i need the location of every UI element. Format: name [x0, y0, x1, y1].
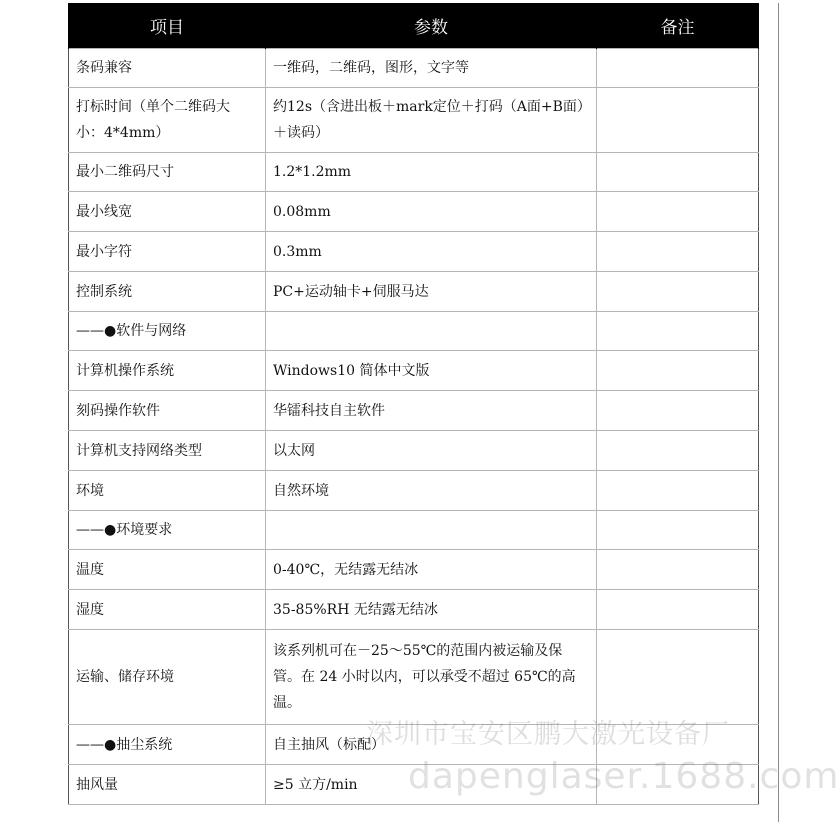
header-note: 备注	[597, 3, 759, 49]
cell-item: 最小字符	[69, 232, 266, 272]
cell-item: 计算机操作系统	[69, 351, 266, 391]
table-row	[69, 590, 759, 630]
cell-note	[597, 49, 759, 88]
cell-note	[597, 590, 759, 630]
cell-item: 温度	[69, 550, 266, 590]
table-row	[69, 391, 759, 431]
header-item: 项目	[69, 3, 266, 49]
cell-note	[597, 272, 759, 312]
table-row	[69, 312, 759, 351]
cell-note	[597, 232, 759, 272]
cell-item: 环境	[69, 471, 266, 511]
watermark-url: dapenglaser.1688.com	[408, 756, 839, 797]
spec-table	[68, 3, 759, 805]
cell-item: 湿度	[69, 590, 266, 630]
cell-note	[597, 192, 759, 232]
table-row	[69, 351, 759, 391]
cell-note	[597, 88, 759, 153]
cell-note	[597, 511, 759, 550]
cell-note	[597, 431, 759, 471]
table-row	[69, 431, 759, 471]
cell-param: 0-40℃，无结露无结冰	[266, 550, 597, 590]
cell-note	[597, 153, 759, 192]
table-row	[69, 153, 759, 192]
cell-item: 打标时间（单个二维码大小：4*4mm）	[69, 88, 266, 153]
cell-note	[597, 630, 759, 725]
cell-param: 一维码，二维码，图形，文字等	[266, 49, 597, 88]
cell-param: 自然环境	[266, 471, 597, 511]
cell-item: 计算机支持网络类型	[69, 431, 266, 471]
cell-item: 控制系统	[69, 272, 266, 312]
cell-item: 抽风量	[69, 765, 266, 805]
table-header	[69, 3, 759, 49]
cell-note	[597, 312, 759, 351]
cell-note	[597, 471, 759, 511]
cell-note	[597, 351, 759, 391]
cell-item: 最小线宽	[69, 192, 266, 232]
cell-param: 0.3mm	[266, 232, 597, 272]
cell-param: Windows10 简体中文版	[266, 351, 597, 391]
table-row	[69, 765, 759, 805]
table-row	[69, 192, 759, 232]
table-row	[69, 471, 759, 511]
cell-item: 条码兼容	[69, 49, 266, 88]
cell-param: 该系列机可在－25～55℃的范围内被运输及保管。在 24 小时以内，可以承受不超过 65℃的高温。	[266, 630, 597, 725]
table-row	[69, 232, 759, 272]
cell-param: 自主抽风（标配）	[266, 725, 597, 765]
header-param: 参数	[266, 3, 597, 49]
table-row	[69, 49, 759, 88]
cell-item: 最小二维码尺寸	[69, 153, 266, 192]
table-row	[69, 88, 759, 153]
cell-note	[597, 391, 759, 431]
cell-param	[266, 511, 597, 550]
table-row	[69, 630, 759, 725]
table-row	[69, 725, 759, 765]
cell-note	[597, 765, 759, 805]
cell-param: ≥5 立方/min	[266, 765, 597, 805]
cell-item: ——●抽尘系统	[69, 725, 266, 765]
cell-param: 0.08mm	[266, 192, 597, 232]
cell-param	[266, 312, 597, 351]
cell-item: 运输、储存环境	[69, 630, 266, 725]
watermark-company: 深圳市宝安区鹏大激光设备厂	[366, 719, 730, 750]
cell-note	[597, 550, 759, 590]
cell-param: 约12s（含进出板＋mark定位＋打码（A面+B面）＋读码）	[266, 88, 597, 153]
cell-param: 35-85%RH 无结露无结冰	[266, 590, 597, 630]
cell-item: ——●软件与网络	[69, 312, 266, 351]
page-edge-line	[778, 3, 779, 822]
spec-sheet	[68, 3, 758, 805]
table-body	[69, 49, 759, 805]
cell-item: ——●环境要求	[69, 511, 266, 550]
cell-param: PC+运动轴卡+伺服马达	[266, 272, 597, 312]
cell-item: 刻码操作软件	[69, 391, 266, 431]
table-row	[69, 550, 759, 590]
cell-param: 1.2*1.2mm	[266, 153, 597, 192]
cell-param: 华镭科技自主软件	[266, 391, 597, 431]
cell-param: 以太网	[266, 431, 597, 471]
cell-note	[597, 725, 759, 765]
table-row	[69, 511, 759, 550]
table-row	[69, 272, 759, 312]
